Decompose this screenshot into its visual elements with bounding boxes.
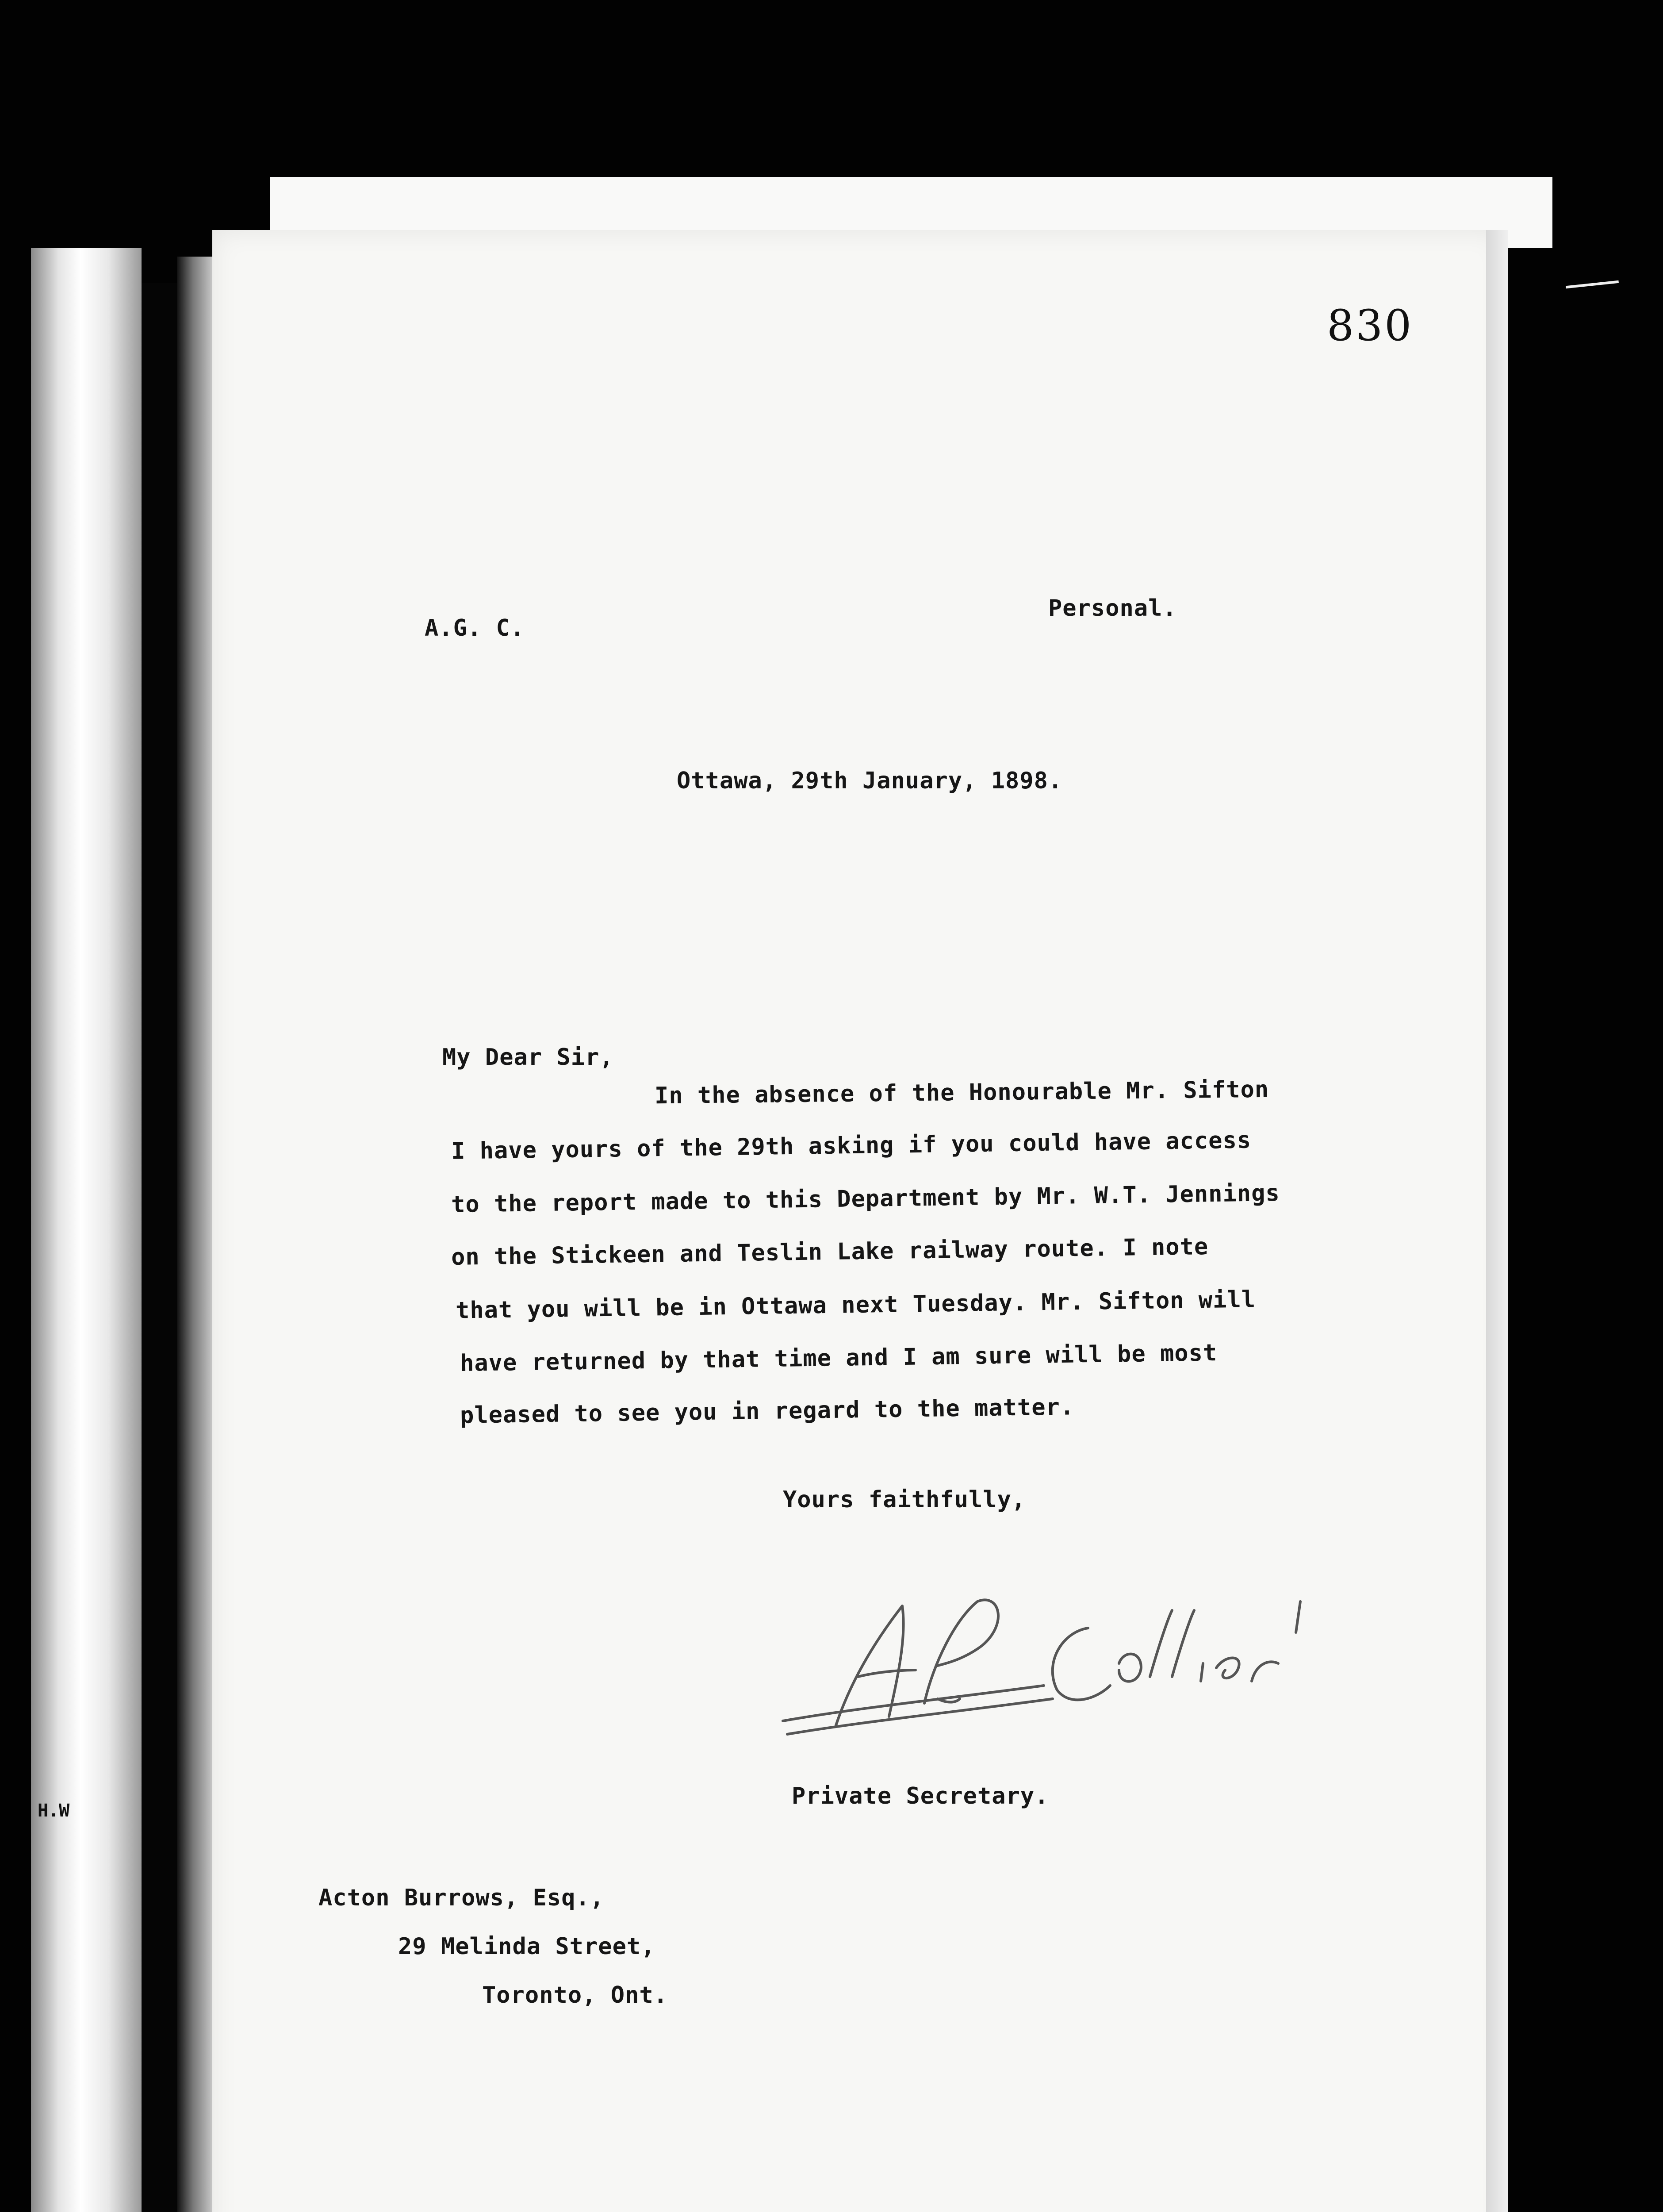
signer-title: Private Secretary. bbox=[792, 1783, 1049, 1809]
salutation: My Dear Sir, bbox=[442, 1044, 614, 1071]
closing: Yours faithfully, bbox=[783, 1486, 1026, 1513]
binding-strip bbox=[31, 248, 142, 2212]
body-line: In the absence of the Honourable Mr. Sifton bbox=[654, 1076, 1269, 1110]
body-line: have returned by that time and I am sure will be most bbox=[460, 1340, 1218, 1377]
from-code: A.G. C. bbox=[425, 615, 525, 641]
personal-marking: Personal. bbox=[1048, 595, 1177, 622]
dateline: Ottawa, 29th January, 1898. bbox=[677, 768, 1063, 794]
body-line: pleased to see you in regard to the matter. bbox=[460, 1394, 1075, 1429]
body-line: to the report made to this Department by Mr. W.T. Jennings bbox=[451, 1179, 1280, 1218]
recipient-city: Toronto, Ont. bbox=[482, 1982, 668, 2008]
letter-sheet bbox=[212, 230, 1504, 2212]
handwritten-signature bbox=[770, 1575, 1327, 1761]
recipient-street: 29 Melinda Street, bbox=[398, 1933, 655, 1960]
binding-edge bbox=[177, 257, 217, 2212]
body-line: on the Stickeen and Teslin Lake railway route. I note bbox=[451, 1233, 1209, 1271]
body-line: I have yours of the 29th asking if you could have access bbox=[451, 1127, 1252, 1165]
recipient-name: Acton Burrows, Esq., bbox=[318, 1885, 605, 1911]
page-number: 830 bbox=[1327, 301, 1414, 350]
sheet-right-edge bbox=[1486, 230, 1508, 2212]
edge-mark: H.W bbox=[38, 1801, 70, 1821]
body-line: that you will be in Ottawa next Tuesday. Mr. Sifton will bbox=[455, 1286, 1256, 1324]
